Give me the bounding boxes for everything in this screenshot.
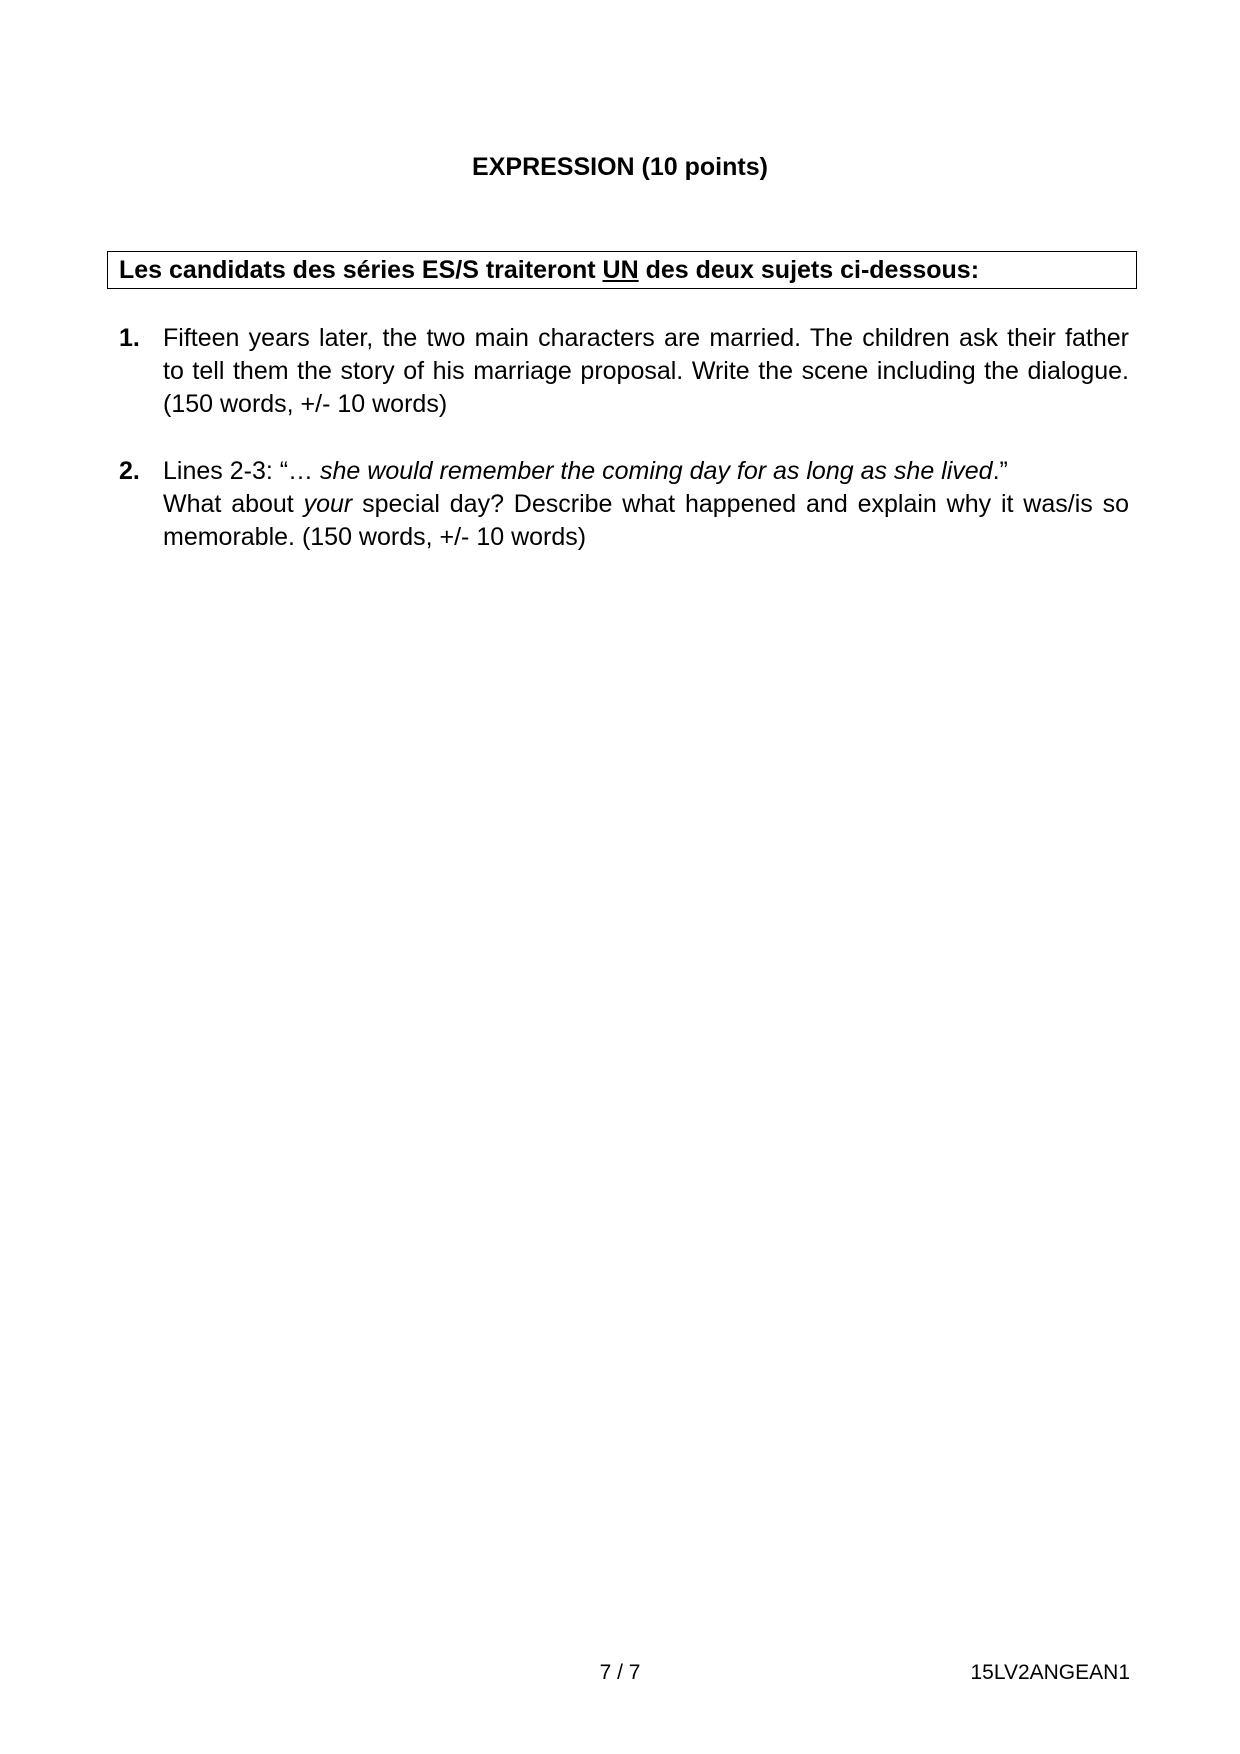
instruction-text-after: des deux sujets ci-dessous:	[638, 256, 980, 284]
subject-1-line-2: to tell them the story of his marriage proposal. Write the scene including the dialogue.	[163, 357, 1129, 385]
instruction-text-before: Les candidats des séries ES/S traiteront	[119, 256, 603, 284]
instruction-text-underlined: UN	[602, 256, 639, 284]
subject-2-line-3: memorable. (150 words, +/- 10 words)	[163, 523, 587, 551]
subject-2-line-2	[163, 488, 1129, 521]
subject-2-quote-prefix: Lines 2-3: “…	[163, 457, 321, 485]
footer-document-code: 15LV2ANGEAN1	[970, 1661, 1130, 1684]
subject-1-number: 1.	[119, 324, 140, 352]
subject-2-quote-suffix: .”	[992, 457, 1008, 485]
subject-2-line-2-before: What about	[163, 490, 304, 518]
subject-2-line-2-after: special day? Describe what happened and explain why it was/is so	[352, 490, 1129, 518]
instruction-box	[107, 251, 1137, 289]
footer-page-number: 7 / 7	[599, 1661, 641, 1684]
subject-2-quote-italic: she would remember the coming day for as long as she lived	[320, 457, 993, 485]
page-title: EXPRESSION (10 points)	[472, 153, 768, 181]
subject-2-line-2-italic: your	[303, 490, 353, 518]
subject-1	[119, 322, 1129, 421]
subject-1-line-1: Fifteen years later, the two main characters are married. The children ask their father	[163, 324, 1129, 352]
subject-2	[119, 455, 1129, 554]
subject-2-number: 2.	[119, 457, 140, 485]
subject-2-line-1	[163, 455, 1129, 488]
subject-1-body	[163, 322, 1129, 421]
subject-1-line-3: (150 words, +/- 10 words)	[163, 390, 448, 418]
subject-2-body	[163, 455, 1129, 554]
